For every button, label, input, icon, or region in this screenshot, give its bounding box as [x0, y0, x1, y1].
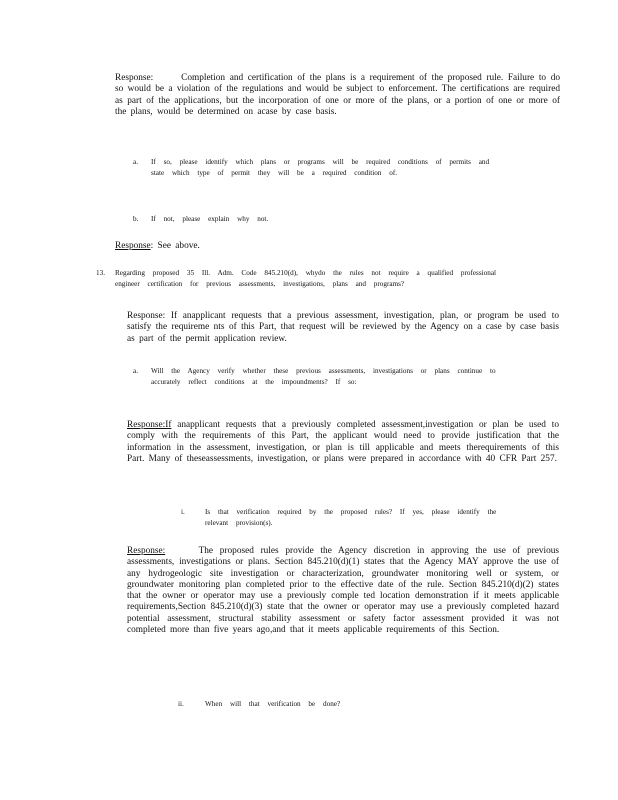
response-paragraph [127, 420, 559, 465]
response-text: The proposed rules provide the Agency discretion in approving the use of previous assessments, investigations or plans. Section 845.210(d)(1) states that the Agency MAY approve the use of any hydrogeologic site investigation or characterization, groundwater monitoring well or system, or groundwater monitoring plan completed prior to the effective date of the rule. Section 845.210(d)(2) states that the owner or operator may use a previously comple ted location demonstration if it meets applicable requirements,Section 845.210(d)(3) state that the owner or operator may use a previously completed hazard potential assessment, structural stability assessment or safety factor assessment provided it was not completed more than five years ago,and that it meets applicable requirements of this Section. [127, 546, 559, 636]
response-label: Response: [127, 546, 166, 556]
response-text: : See above. [150, 241, 200, 251]
list-marker: a. [133, 158, 138, 166]
response-text: If anapplicant requests that a previous assessment, investigation, plan, or program be used to satisfy the requireme nts of this Part, that request will be reviewed by the Agency on a case by case basis as part of the permit application review. [127, 311, 559, 344]
sub-question: Is that verification required by the proposed rules? If yes, please identify the relevant provision(s). [205, 508, 497, 527]
list-marker: ii. [178, 700, 184, 708]
sub-question: If so, please identify which plans or programs will be required conditions of permits and state which type of permit they will be a required condition of. [151, 158, 490, 177]
response-label: Response:If [127, 420, 172, 430]
sub-question: Will the Agency verify whether these previous assessments, investigations or plans continue to accurately reflect conditions at the impoundments? If so: [151, 367, 496, 386]
response-label: Response [115, 241, 151, 251]
list-marker: i. [181, 508, 185, 516]
response-label: Response: [115, 73, 154, 83]
response-paragraph [115, 241, 415, 252]
sub-question: When will that verification be done? [205, 700, 341, 708]
question-number: 13. [96, 269, 105, 277]
list-marker: b. [133, 215, 139, 223]
response-text: anapplicant requests that a previously completed assessment,investigation or plan be used to comply with the requirements of this Part, the applicant would need to provide justification that the information in the assessment, investigation, or plan is till applicable and meets therequirements of this Part. Many of theseassessments, investigation, or plans were prepared in accordance with 40 CFR Part 257. [127, 420, 559, 464]
response-paragraph [115, 73, 560, 118]
sub-question: If not, please explain why not. [151, 215, 269, 223]
response-paragraph [127, 546, 559, 636]
response-paragraph [127, 311, 559, 345]
question-text: Regarding proposed 35 Ill. Adm. Code 845.210(d), whydo the rules not require a qualified professional engineer certification for previous assessments, investigations, plans and programs? [115, 269, 497, 288]
list-marker: a. [133, 367, 138, 375]
response-label: Response: [127, 311, 166, 321]
response-text: Completion and certification of the plans is a requirement of the proposed rule. Failure to do so would be a violation of the regulations and would be subject to enforcement. The certifications are required as part of the applications, but the incorporation of one or more of the plans, or a portion of one or more of the plans, would be determined on acase by case basis. [115, 73, 561, 117]
